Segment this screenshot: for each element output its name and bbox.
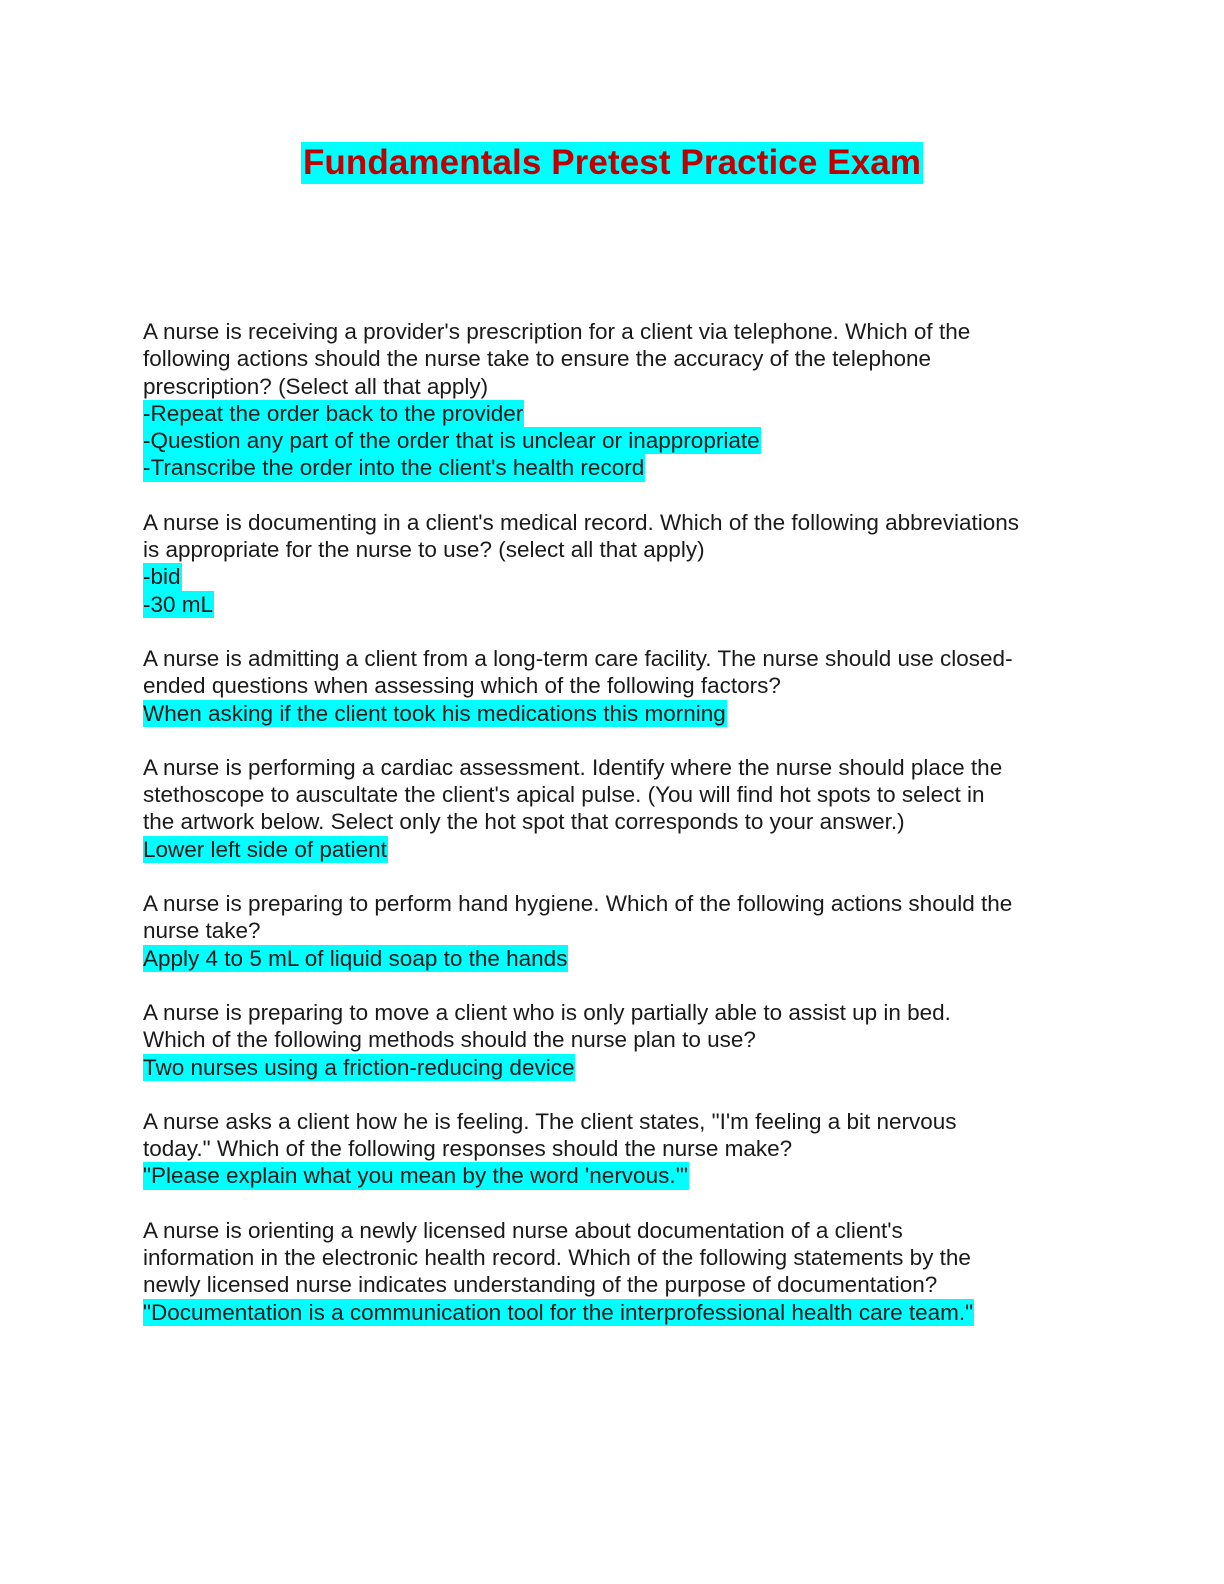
question-text: nurse take? [143, 918, 261, 944]
answer-highlight: Lower left side of patient [143, 836, 387, 862]
question-text: A nurse is documenting in a client's medical record. Which of the following abbreviations [143, 509, 1019, 535]
question-text: ended questions when assessing which of the following factors? [143, 673, 781, 699]
question-text: today." Which of the following responses should the nurse make? [143, 1136, 793, 1162]
question-text: the artwork below. Select only the hot spot that corresponds to your answer.) [143, 809, 905, 835]
question-text: newly licensed nurse indicates understanding of the purpose of documentation? [143, 1272, 938, 1298]
question-text: A nurse is performing a cardiac assessment. Identify where the nurse should place the [143, 754, 1003, 780]
answer-highlight: -Transcribe the order into the client's health record [143, 455, 645, 481]
answer-highlight: Two nurses using a friction-reducing device [143, 1054, 575, 1080]
question-block [143, 318, 1083, 482]
question-text: A nurse asks a client how he is feeling. The client states, "I'm feeling a bit nervous [143, 1108, 957, 1134]
question-text: information in the electronic health record. Which of the following statements by the [143, 1245, 971, 1271]
answer-highlight: -Repeat the order back to the provider [143, 400, 524, 426]
answer-highlight: -Question any part of the order that is unclear or inappropriate [143, 428, 760, 454]
question-text: stethoscope to auscultate the client's apical pulse. (You will find hot spots to select in [143, 782, 985, 808]
question-text: following actions should the nurse take to ensure the accuracy of the telephone [143, 346, 932, 372]
question-list [143, 318, 1083, 1353]
question-block [143, 890, 1083, 972]
answer-highlight: "Please explain what you mean by the word 'nervous.'" [143, 1163, 688, 1189]
question-text: is appropriate for the nurse to use? (select all that apply) [143, 537, 705, 563]
question-block [143, 999, 1083, 1081]
title-wrapper [0, 142, 1224, 184]
answer-highlight: "Documentation is a communication tool for the interprofessional health care team." [143, 1299, 974, 1325]
question-block [143, 645, 1083, 727]
question-text: A nurse is admitting a client from a long-term care facility. The nurse should use closed- [143, 645, 1013, 671]
question-block [143, 1217, 1083, 1326]
question-text: Which of the following methods should the nurse plan to use? [143, 1027, 756, 1053]
answer-highlight: -30 mL [143, 591, 214, 617]
question-text: A nurse is preparing to perform hand hygiene. Which of the following actions should the [143, 891, 1013, 917]
question-text: prescription? (Select all that apply) [143, 373, 489, 399]
question-block [143, 754, 1083, 863]
answer-highlight: Apply 4 to 5 mL of liquid soap to the hands [143, 945, 568, 971]
question-text: A nurse is preparing to move a client who is only partially able to assist up in bed. [143, 999, 951, 1025]
question-block [143, 509, 1083, 618]
answer-highlight: When asking if the client took his medications this morning [143, 700, 726, 726]
page-title: Fundamentals Pretest Practice Exam [302, 143, 922, 182]
question-text: A nurse is receiving a provider's prescription for a client via telephone. Which of the [143, 319, 971, 344]
question-text: A nurse is orienting a newly licensed nurse about documentation of a client's [143, 1217, 903, 1243]
question-block [143, 1108, 1083, 1190]
answer-highlight: -bid [143, 564, 181, 590]
